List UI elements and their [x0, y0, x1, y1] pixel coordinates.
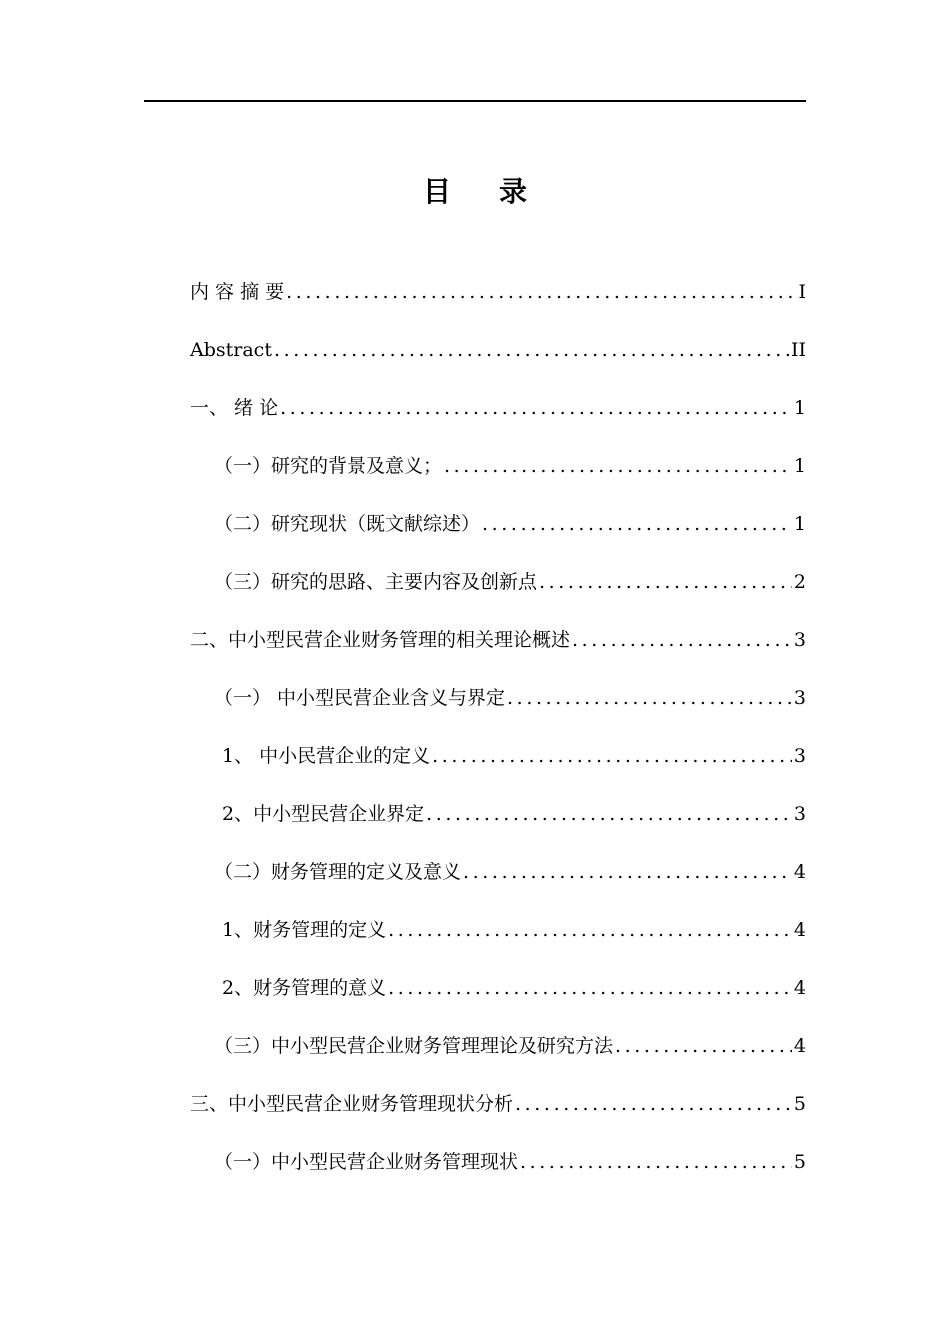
toc-entry-label: （一）中小型民营企业财务管理现状 [214, 1151, 519, 1173]
toc-entry-page: 4 [793, 977, 806, 999]
toc-dot-leader [615, 1024, 792, 1068]
toc-entry-label: 2、中小型民营企业界定 [222, 803, 425, 825]
toc-entry-chapter-1[interactable] [190, 386, 806, 444]
toc-dot-leader [388, 908, 792, 952]
toc-list [190, 270, 806, 1198]
toc-dot-leader [515, 1082, 792, 1126]
toc-entry-abstract-cn[interactable] [190, 270, 806, 328]
toc-entry-page: 4 [793, 1035, 806, 1057]
toc-entry-label: 1、财务管理的定义 [222, 919, 387, 941]
toc-dot-leader [539, 560, 792, 604]
toc-entry-label: （三）研究的思路、主要内容及创新点 [214, 571, 538, 593]
toc-entry-abstract-en[interactable] [190, 328, 806, 386]
toc-entry-page: 3 [793, 803, 806, 825]
toc-entry-page: 4 [793, 919, 806, 941]
toc-entry-label: （一） 中小型民营企业含义与界定 [214, 687, 506, 709]
toc-entry-section-2-3[interactable] [190, 1024, 806, 1082]
toc-entry-label: 三、中小型民营企业财务管理现状分析 [190, 1093, 514, 1115]
toc-entry-page: II [790, 339, 806, 361]
toc-entry-page: 3 [793, 629, 806, 651]
toc-entry-page: 1 [793, 455, 806, 477]
toc-entry-section-2-1[interactable] [190, 676, 806, 734]
toc-entry-page: 5 [793, 1151, 806, 1173]
toc-entry-page: I [798, 281, 806, 303]
toc-title-char-2: 录 [499, 175, 528, 208]
toc-entry-section-1-2[interactable] [190, 502, 806, 560]
toc-entry-section-2-2[interactable] [190, 850, 806, 908]
toc-entry-subsection-2-2-2[interactable] [190, 966, 806, 1024]
toc-entry-chapter-2[interactable] [190, 618, 806, 676]
toc-entry-label: （二）财务管理的定义及意义 [214, 861, 462, 883]
toc-entry-label: Abstract [190, 339, 272, 361]
toc-entry-label: 二、中小型民营企业财务管理的相关理论概述 [190, 629, 571, 651]
toc-entry-page: 3 [793, 745, 806, 767]
toc-entry-page: 1 [793, 513, 806, 535]
header-rule [144, 100, 806, 102]
toc-dot-leader [507, 676, 792, 720]
toc-entry-section-1-3[interactable] [190, 560, 806, 618]
toc-entry-section-1-1[interactable] [190, 444, 806, 502]
toc-title-char-1: 目 [422, 175, 451, 208]
toc-entry-label: （一）研究的背景及意义； [214, 455, 443, 477]
toc-dot-leader [482, 502, 792, 546]
toc-entry-label: 内 容 摘 要 [190, 281, 285, 303]
toc-entry-subsection-2-2-1[interactable] [190, 908, 806, 966]
toc-dot-leader [426, 792, 792, 836]
toc-entry-page: 5 [793, 1093, 806, 1115]
toc-entry-page: 4 [793, 861, 806, 883]
toc-dot-leader [520, 1140, 792, 1184]
toc-title [0, 170, 950, 214]
toc-dot-leader [274, 328, 789, 372]
toc-dot-leader [286, 270, 796, 314]
toc-entry-label: 1、 中小民营企业的定义 [222, 745, 431, 767]
toc-entry-subsection-2-1-2[interactable] [190, 792, 806, 850]
toc-entry-subsection-2-1-1[interactable] [190, 734, 806, 792]
toc-dot-leader [463, 850, 792, 894]
toc-dot-leader [572, 618, 792, 662]
toc-entry-page: 1 [793, 397, 806, 419]
toc-dot-leader [444, 444, 792, 488]
toc-dot-leader [280, 386, 792, 430]
toc-dot-leader [388, 966, 792, 1010]
toc-entry-label: 一、 绪 论 [190, 397, 279, 419]
toc-entry-page: 3 [793, 687, 806, 709]
toc-entry-label: （三）中小型民营企业财务管理理论及研究方法 [214, 1035, 614, 1057]
toc-entry-page: 2 [793, 571, 806, 593]
toc-dot-leader [432, 734, 792, 778]
toc-entry-chapter-3[interactable] [190, 1082, 806, 1140]
toc-entry-label: （二）研究现状（既文献综述） [214, 513, 481, 535]
toc-entry-section-3-1[interactable] [190, 1140, 806, 1198]
toc-entry-label: 2、财务管理的意义 [222, 977, 387, 999]
